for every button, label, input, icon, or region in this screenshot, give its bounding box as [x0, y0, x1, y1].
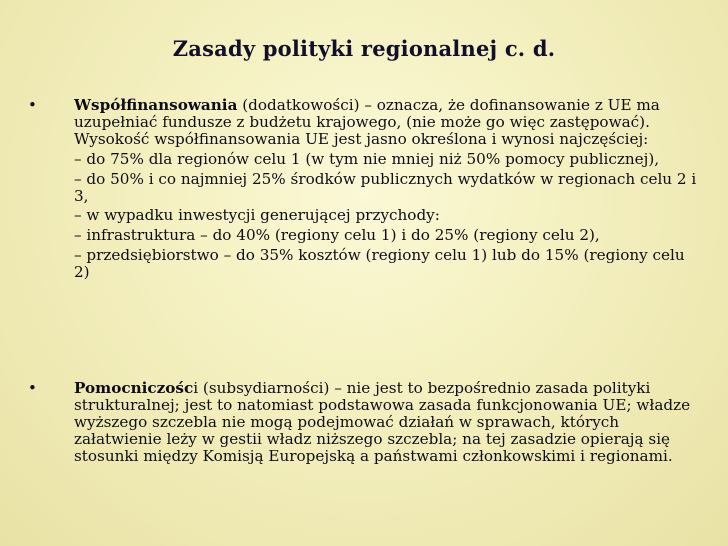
list-item: – do 50% i co najmniej 25% środków publicznych wydatków w regionach celu 2 i 3, [74, 169, 697, 205]
bullet-subsidiarity [28, 380, 700, 465]
bullet-intro [74, 97, 700, 148]
bullet-term: Współfinansowania [74, 96, 238, 114]
bullet-body [74, 97, 700, 281]
bullet-term: Pomocniczośc [74, 379, 194, 397]
list-item: – infrastruktura – do 40% (regiony celu 1) i do 25% (regiony celu 2), [74, 226, 600, 245]
bullet-body [74, 380, 700, 465]
list-item: – przedsiębiorstwo – do 35% kosztów (regiony celu 1) lub do 15% (regiony celu 2) [74, 246, 685, 282]
list-item: – w wypadku inwestycji generującej przychody: [74, 206, 440, 225]
bullet-intro-text: (dodatkowości) – oznacza, że dofinansowanie z UE ma uzupełniać fundusze z budżetu krajowego, (nie może go więc zastępować). Wysokość współfinansowania UE jest jasno określona i wynosi najczęściej: [74, 96, 660, 148]
bullet-marker: • [28, 96, 37, 114]
bullet-marker: • [28, 379, 37, 397]
slide-title: Zasady polityki regionalnej c. d. [172, 36, 556, 61]
list-item: – do 75% dla regionów celu 1 (w tym nie mniej niż 50% pomocy publicznej), [74, 149, 660, 168]
bullet-cofinancing [28, 97, 700, 281]
bullet-term-tail: i [193, 379, 199, 397]
bullet-text: (subsydiarności) – nie jest to bezpośrednio zasada polityki strukturalnej; jest to natomiast podstawowa zasada funkcjonowania UE; władze wyższego szczebla nie mogą podejmować działań w sprawach, których załatwienie leży w gestii władz niższego szczebla; na tej zasadzie opierają się stosunki między Komisją Europejską a państwami członkowskimi i regionami. [74, 379, 691, 465]
